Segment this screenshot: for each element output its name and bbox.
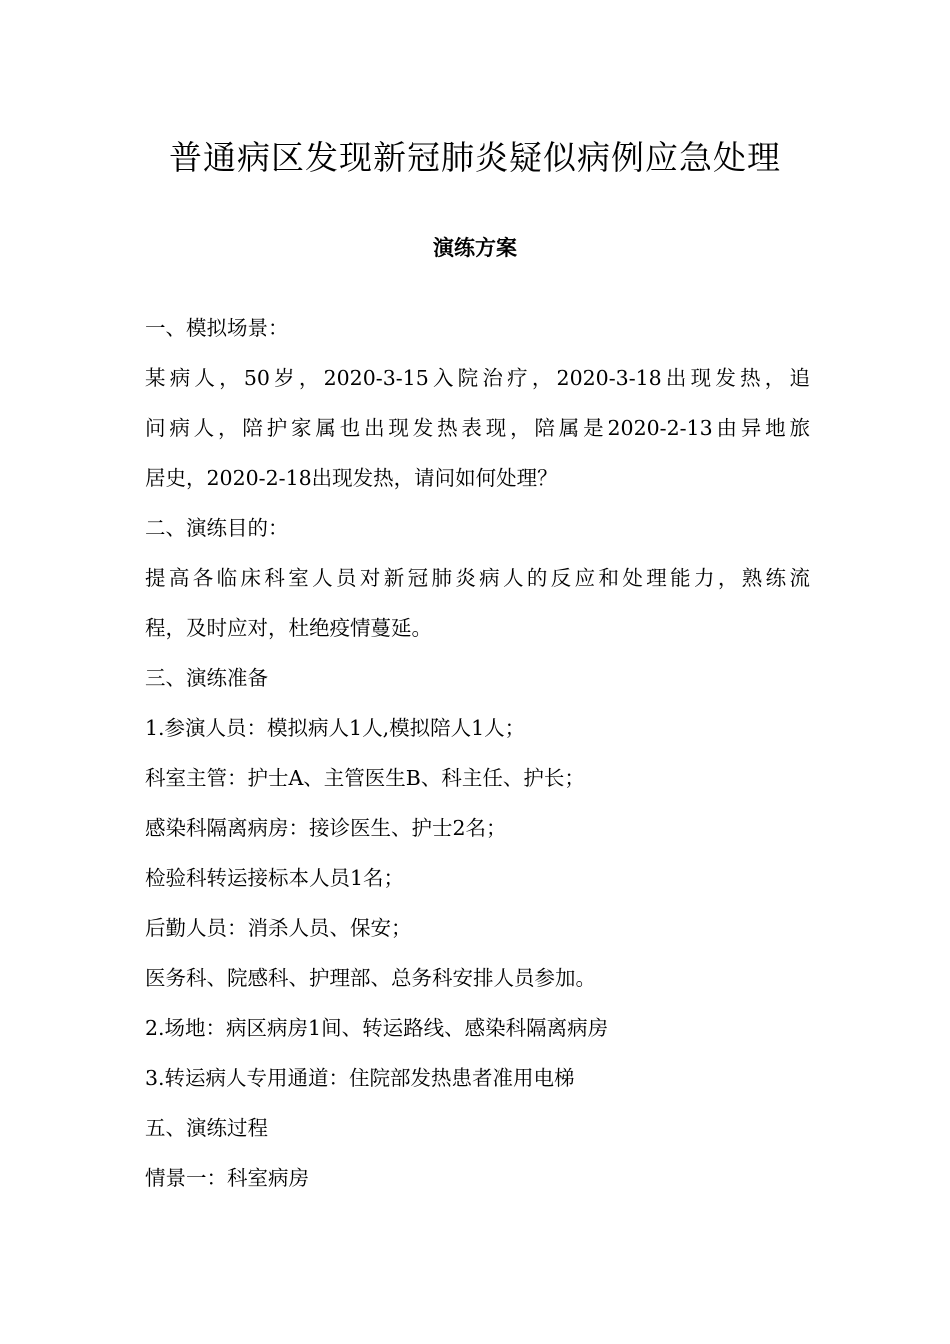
list-item: 检验科转运接标本人员1名； [145, 866, 405, 890]
document-title: 普通病区发现新冠肺炎疑似病例应急处理 [169, 138, 781, 177]
list-item: 医务科、院感科、护理部、总务科安排人员参加。 [145, 966, 596, 990]
list-item: 科室主管：护士A、主管医生B、科主任、护长； [145, 766, 585, 790]
list-item: 感染科隔离病房：接诊医生、护士2名； [145, 816, 507, 840]
scenario-heading: 情景一：科室病房 [145, 1166, 309, 1190]
section-heading-preparation: 三、演练准备 [145, 666, 268, 690]
section-heading-process: 五、演练过程 [145, 1116, 268, 1140]
list-item: 后勤人员：消杀人员、保安； [145, 916, 412, 940]
list-item: 3.转运病人专用通道：住院部发热患者准用电梯 [145, 1066, 575, 1090]
document-subtitle: 演练方案 [433, 236, 517, 260]
document-body [145, 303, 810, 1203]
section-heading-purpose: 二、演练目的： [145, 516, 289, 540]
section-heading-scenario: 一、模拟场景： [145, 316, 289, 340]
paragraph-line: 程，及时应对，杜绝疫情蔓延。 [145, 616, 432, 640]
paragraph-line: 提高各临床科室人员对新冠肺炎病人的反应和处理能力，熟练流 [145, 566, 810, 590]
list-item: 2.场地：病区病房1间、转运路线、感染科隔离病房 [145, 1016, 609, 1040]
paragraph-line: 某病人，50岁，2020-3-15入院治疗，2020-3-18出现发热，追 [145, 366, 810, 390]
paragraph-line: 问病人，陪护家属也出现发热表现，陪属是2020-2-13由异地旅 [145, 416, 810, 440]
paragraph-line: 居史，2020-2-18出现发热，请问如何处理？ [145, 466, 558, 490]
list-item: 1.参演人员：模拟病人1人,模拟陪人1人； [145, 716, 526, 740]
